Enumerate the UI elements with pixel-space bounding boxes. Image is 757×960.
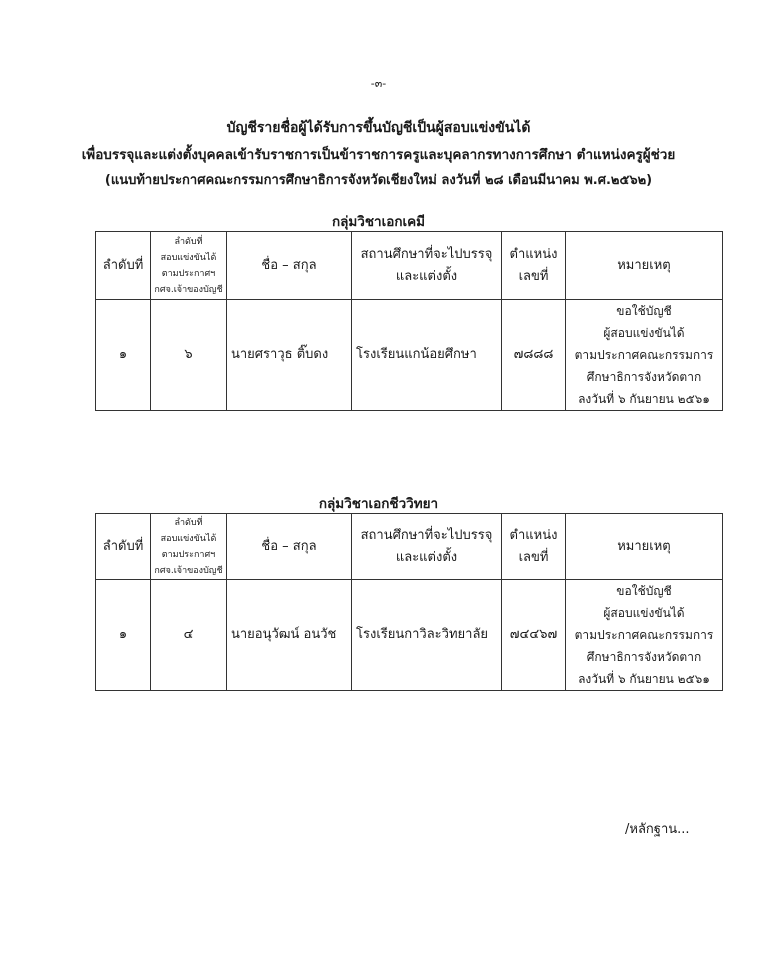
- header-order: ลำดับที่: [96, 232, 151, 300]
- document-title: บัญชีรายชื่อผู้ได้รับการขึ้นบัญชีเป็นผู้สอบแข่งขันได้: [226, 120, 531, 136]
- header-position: ตำแหน่ง เลขที่: [502, 232, 566, 300]
- header-exam-rank: ลำดับที่ สอบแข่งขันได้ ตามประกาศฯ กศจ.เจ้าของบัญชี: [151, 232, 227, 300]
- group-heading-biology: กลุ่มวิชาเอกชีววิทยา: [318, 496, 439, 512]
- header-remark: หมายเหตุ: [566, 514, 723, 580]
- header-school: สถานศึกษาที่จะไปบรรจุ และแต่งตั้ง: [352, 514, 502, 580]
- candidate-table-biology: [95, 513, 723, 691]
- cell-order: ๑: [96, 580, 151, 691]
- header-name: ชื่อ – สกุล: [227, 232, 352, 300]
- cell-name: นายศราวุธ ติ๊บดง: [227, 300, 352, 411]
- cell-position: ๗๔๔๖๗: [502, 580, 566, 691]
- header-exam-rank: ลำดับที่ สอบแข่งขันได้ ตามประกาศฯ กศจ.เจ้าของบัญชี: [151, 514, 227, 580]
- cell-name: นายอนุวัฒน์ อนวัช: [227, 580, 352, 691]
- candidate-table-chemistry: [95, 231, 723, 411]
- page-number: -๓-: [370, 77, 387, 90]
- cell-school: โรงเรียนกาวิละวิทยาลัย: [352, 580, 502, 691]
- cell-position: ๗๘๘๘: [502, 300, 566, 411]
- header-name: ชื่อ – สกุล: [227, 514, 352, 580]
- header-position: ตำแหน่ง เลขที่: [502, 514, 566, 580]
- cell-exam-rank: ๖: [151, 300, 227, 411]
- table-header-row: [96, 514, 723, 580]
- cell-remark: ขอใช้บัญชี ผู้สอบแข่งขันได้ ตามประกาศคณะกรรมการ ศึกษาธิการจังหวัดตาก ลงวันที่ ๖ กันยายน ๒๕๖๑: [566, 300, 723, 411]
- table-header-row: [96, 232, 723, 300]
- group-heading-chemistry: กลุ่มวิชาเอกเคมี: [331, 214, 426, 230]
- header-order: ลำดับที่: [96, 514, 151, 580]
- table-row: [96, 300, 723, 411]
- cell-order: ๑: [96, 300, 151, 411]
- cell-exam-rank: ๔: [151, 580, 227, 691]
- document-subtitle: เพื่อบรรจุและแต่งตั้งบุคคลเข้ารับราชการเป็นข้าราชการครูและบุคลากรทางการศึกษา ตำแหน่งครูผู้ช่วย: [81, 147, 676, 163]
- table-row: [96, 580, 723, 691]
- header-school: สถานศึกษาที่จะไปบรรจุ และแต่งตั้ง: [352, 232, 502, 300]
- cell-school: โรงเรียนแกน้อยศึกษา: [352, 300, 502, 411]
- cell-remark: ขอใช้บัญชี ผู้สอบแข่งขันได้ ตามประกาศคณะกรรมการ ศึกษาธิการจังหวัดตาก ลงวันที่ ๖ กันยายน ๒๕๖๑: [566, 580, 723, 691]
- document-reference: (แนบท้ายประกาศคณะกรรมการศึกษาธิการจังหวัดเชียงใหม่ ลงวันที่ ๒๘ เดือนมีนาคม พ.ศ.๒๕๖๒): [104, 173, 653, 188]
- continuation-note: /หลักฐาน...: [625, 822, 690, 837]
- header-remark: หมายเหตุ: [566, 232, 723, 300]
